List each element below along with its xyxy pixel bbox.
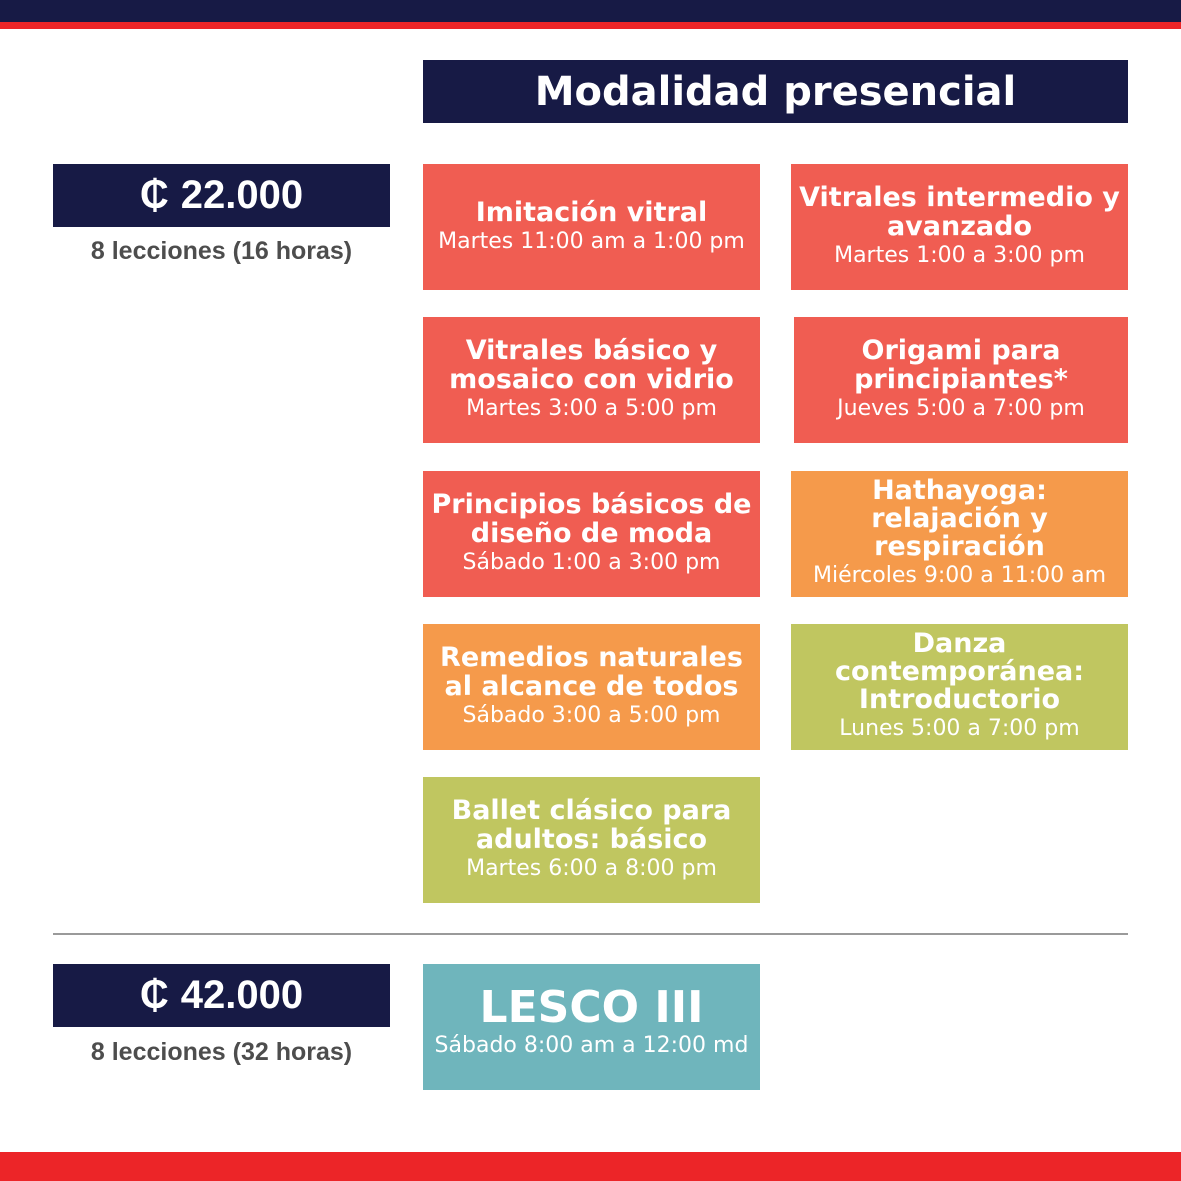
course-schedule: Sábado 1:00 a 3:00 pm	[462, 550, 721, 575]
course-schedule: Lunes 5:00 a 7:00 pm	[839, 716, 1080, 741]
course-title: Remedios naturales al alcance de todos	[440, 642, 743, 702]
price-note-tier-1: 8 lecciones (16 horas)	[90, 237, 353, 265]
course-title: LESCO III	[479, 982, 704, 1033]
course-card[interactable]	[791, 624, 1128, 750]
course-card[interactable]	[794, 317, 1128, 443]
course-title: Origami para principiantes*	[854, 335, 1068, 395]
top-accent-stripe	[0, 22, 1181, 29]
course-schedule: Martes 3:00 a 5:00 pm	[466, 396, 717, 421]
course-title: Vitrales intermedio y avanzado	[799, 182, 1120, 242]
course-title: Principios básicos de diseño de moda	[431, 489, 752, 549]
currency-symbol: ₵	[139, 973, 169, 1017]
course-schedule: Martes 11:00 am a 1:00 pm	[438, 228, 745, 254]
course-title: Danza contemporánea: Introductorio	[834, 628, 1085, 715]
course-card[interactable]	[423, 471, 760, 597]
course-schedule: Martes 6:00 a 8:00 pm	[466, 856, 717, 881]
course-title: Imitación vitral	[475, 196, 708, 228]
currency-symbol: ₵	[139, 173, 169, 217]
course-card[interactable]	[423, 777, 760, 903]
course-schedule: Sábado 8:00 am a 12:00 md	[434, 1033, 749, 1058]
price-value: 22.000	[180, 173, 304, 217]
section-title: Modalidad presencial	[423, 60, 1128, 123]
price-value: 42.000	[180, 973, 304, 1017]
course-title: Ballet clásico para adultos: básico	[451, 795, 732, 855]
course-card[interactable]	[423, 164, 760, 290]
price-badge-tier-1	[53, 164, 390, 227]
course-schedule: Jueves 5:00 a 7:00 pm	[837, 396, 1085, 421]
top-banner-bar	[0, 0, 1181, 22]
course-title: Hathayoga: relajación y respiración	[871, 475, 1048, 562]
course-card[interactable]	[423, 317, 760, 443]
course-card[interactable]	[791, 164, 1128, 290]
course-title: Vitrales básico y mosaico con vidrio	[449, 335, 734, 395]
course-schedule: Martes 1:00 a 3:00 pm	[834, 243, 1085, 268]
course-card[interactable]	[423, 964, 760, 1090]
course-card[interactable]	[423, 624, 760, 750]
price-badge-tier-2	[53, 964, 390, 1027]
course-schedule: Miércoles 9:00 a 11:00 am	[812, 563, 1107, 588]
price-note-tier-2: 8 lecciones (32 horas)	[90, 1038, 353, 1066]
course-schedule: Sábado 3:00 a 5:00 pm	[462, 703, 721, 728]
section-divider	[53, 933, 1128, 935]
course-card[interactable]	[791, 471, 1128, 597]
bottom-accent-bar	[0, 1152, 1181, 1181]
